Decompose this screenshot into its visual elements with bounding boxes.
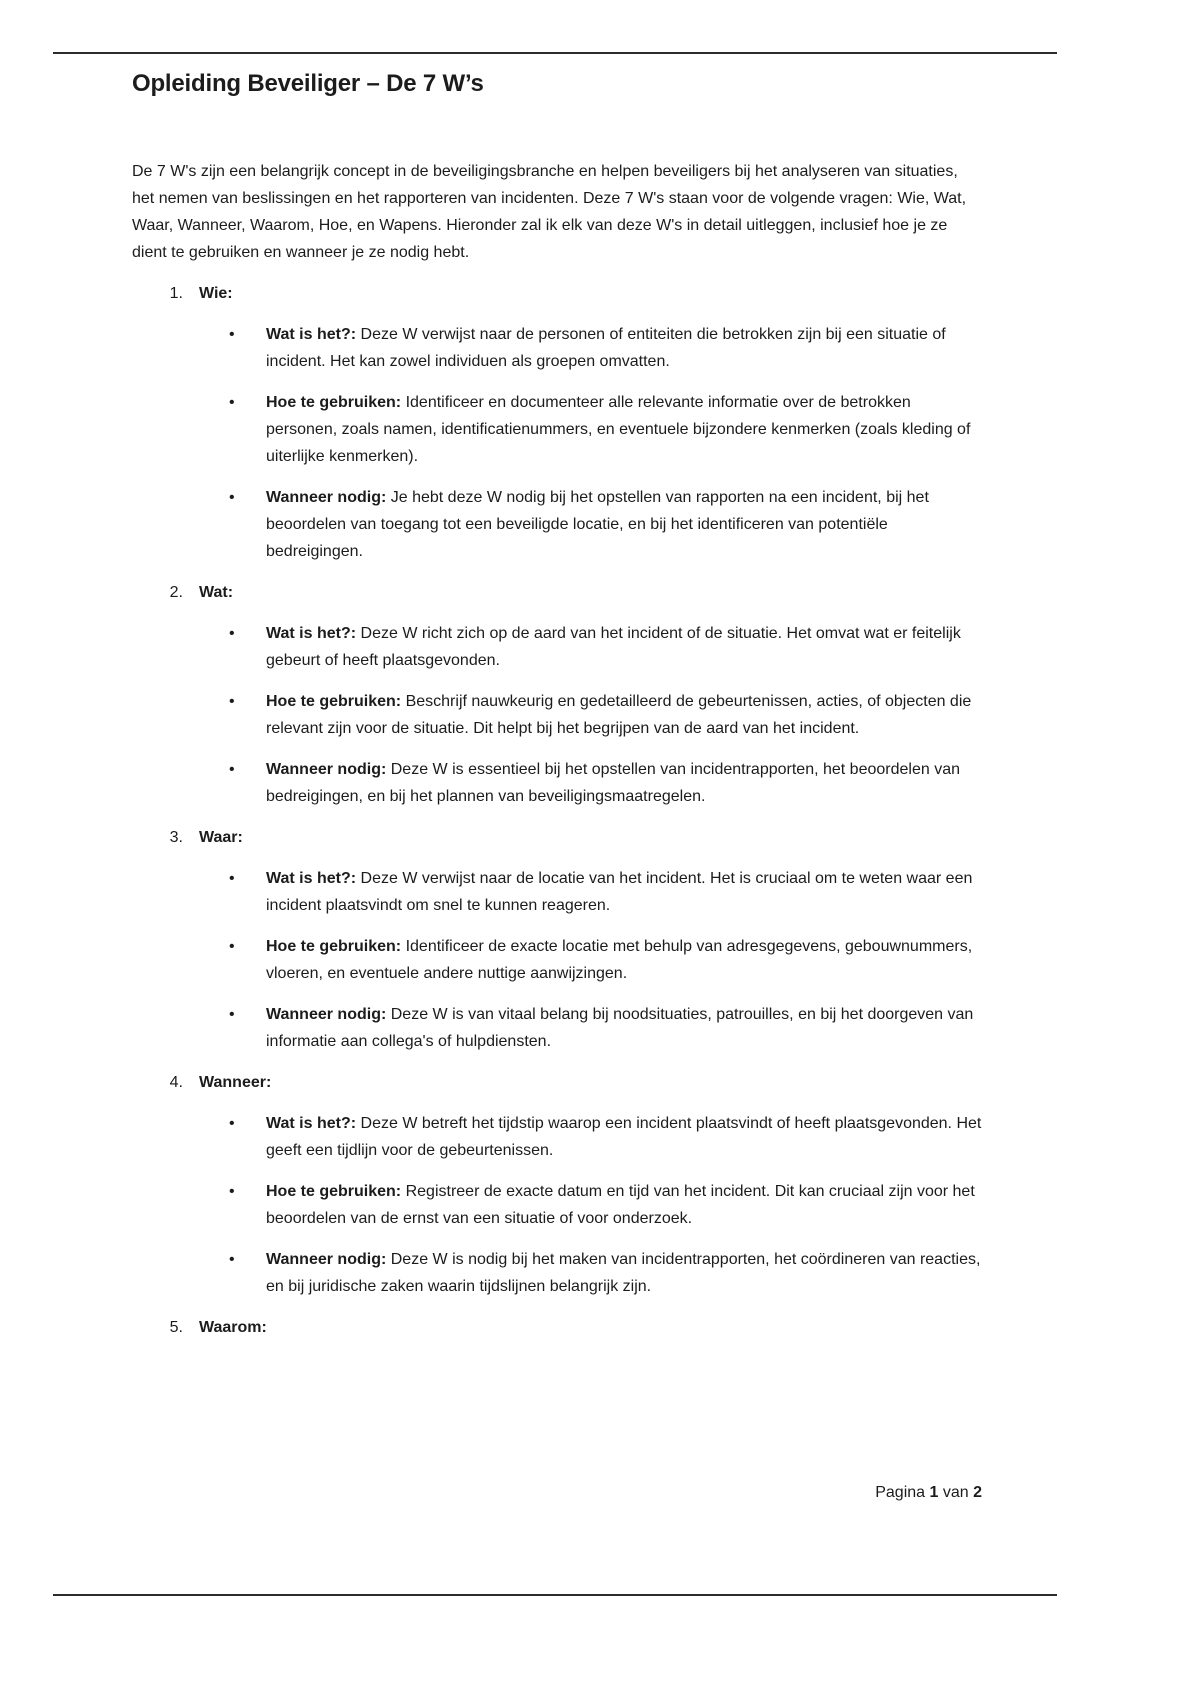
point-label: Wat is het?:: [266, 625, 357, 642]
point-label: Wanneer nodig:: [266, 489, 387, 506]
section-number: 1.: [169, 285, 183, 302]
footer-rule: [53, 1594, 1057, 1596]
point-label: Wanneer nodig:: [266, 1006, 387, 1023]
bullet-icon: •: [229, 1183, 235, 1200]
footer-middle: van: [938, 1484, 974, 1501]
list-item: [132, 1001, 982, 1055]
section-number: 5.: [169, 1319, 183, 1336]
bullet-icon: •: [229, 1115, 235, 1132]
footer-page-total: 2: [973, 1484, 982, 1501]
point-label: Wat is het?:: [266, 870, 357, 887]
bullet-icon: •: [229, 938, 235, 955]
point-text: Deze W is nodig bij het maken van incidentrapporten, het coördineren van reacties, en bij juridische zaken waarin tijdslijnen belangrijk zijn.: [266, 1251, 981, 1295]
bullet-icon: •: [229, 625, 235, 642]
section-item: [132, 1314, 982, 1341]
point-label: Hoe te gebruiken:: [266, 693, 402, 710]
footer-prefix: Pagina: [875, 1484, 930, 1501]
section-item: [132, 579, 982, 810]
point-text: Deze W verwijst naar de locatie van het incident. Het is cruciaal om te weten waar een incident plaatsvindt om snel te kunnen reageren.: [266, 870, 973, 914]
section-points: [132, 321, 982, 565]
section-heading: [132, 579, 982, 606]
point-label: Hoe te gebruiken:: [266, 394, 402, 411]
point-text: Registreer de exacte datum en tijd van het incident. Dit kan cruciaal zijn voor het beoordelen van de ernst van een situatie of voor onderzoek.: [266, 1183, 975, 1227]
section-number: 3.: [169, 829, 183, 846]
sections-list: [132, 280, 982, 1341]
list-item: [132, 933, 982, 987]
section-title: Wie:: [199, 285, 233, 302]
section-points: [132, 1110, 982, 1300]
section-heading: [132, 1314, 982, 1341]
point-text: Deze W is essentieel bij het opstellen van incidentrapporten, het beoordelen van bedreigingen, en bij het plannen van beveiligingsmaatregelen.: [266, 761, 960, 805]
list-item: [132, 688, 982, 742]
point-text: Beschrijf nauwkeurig en gedetailleerd de gebeurtenissen, acties, of objecten die relevant zijn voor de situatie. Dit helpt bij het begrijpen van de aard van het incident.: [266, 693, 972, 737]
section-item: [132, 280, 982, 565]
point-label: Wanneer nodig:: [266, 1251, 387, 1268]
header-rule: [53, 52, 1057, 54]
list-item: [132, 865, 982, 919]
list-item: [132, 756, 982, 810]
point-label: Wat is het?:: [266, 326, 357, 343]
point-label: Wat is het?:: [266, 1115, 357, 1132]
point-text: Je hebt deze W nodig bij het opstellen van rapporten na een incident, bij het beoordelen van toegang tot een beveiligde locatie, en bij het identificeren van potentiële bedreigingen.: [266, 489, 929, 560]
section-points: [132, 865, 982, 1055]
page-title: Opleiding Beveiliger – De 7 W’s: [132, 70, 484, 97]
point-label: Hoe te gebruiken:: [266, 938, 402, 955]
section-title: Waar:: [199, 829, 243, 846]
list-item: [132, 1110, 982, 1164]
section-heading: [132, 1069, 982, 1096]
list-item: [132, 1246, 982, 1300]
point-text: Deze W betreft het tijdstip waarop een incident plaatsvindt of heeft plaatsgevonden. Het geeft een tijdlijn voor de gebeurtenissen.: [266, 1115, 982, 1159]
page-body: [132, 66, 982, 1341]
intro-paragraph: De 7 W's zijn een belangrijk concept in de beveiligingsbranche en helpen beveiligers bij het analyseren van situaties, het nemen van beslissingen en het rapporteren van incidenten. Deze 7 W's staan voor de volgende vragen: Wie, Wat, Waar, Wanneer, Waarom, Hoe, en Wapens. Hieronder zal ik elk van deze W's in detail uitleggen, inclusief hoe je ze dient te gebruiken en wanneer je ze nodig hebt.: [132, 163, 967, 261]
bullet-icon: •: [229, 761, 235, 778]
section-number: 2.: [169, 584, 183, 601]
section-title: Wanneer:: [199, 1074, 272, 1091]
bullet-icon: •: [229, 693, 235, 710]
bullet-icon: •: [229, 489, 235, 506]
bullet-icon: •: [229, 1006, 235, 1023]
point-text: Deze W is van vitaal belang bij noodsituaties, patrouilles, en bij het doorgeven van informatie aan collega's of hulpdiensten.: [266, 1006, 974, 1050]
section-heading: [132, 280, 982, 307]
bullet-icon: •: [229, 394, 235, 411]
footer-page-number: 1: [929, 1484, 939, 1501]
bullet-icon: •: [229, 870, 235, 887]
list-item: [132, 321, 982, 375]
point-text: Deze W verwijst naar de personen of entiteiten die betrokken zijn bij een situatie of incident. Het kan zowel individuen als groepen omvatten.: [266, 326, 946, 370]
point-text: Identificeer en documenteer alle relevante informatie over de betrokken personen, zoals namen, identificatienummers, en eventuele bijzondere kenmerken (zoals kleding of uiterlijke kenmerken).: [266, 394, 971, 465]
section-item: [132, 824, 982, 1055]
point-label: Hoe te gebruiken:: [266, 1183, 402, 1200]
point-text: Deze W richt zich op de aard van het incident of de situatie. Het omvat wat er feitelijk gebeurt of heeft plaatsgevonden.: [266, 625, 961, 669]
section-title: Wat:: [199, 584, 234, 601]
section-item: [132, 1069, 982, 1300]
section-number: 4.: [169, 1074, 183, 1091]
bullet-icon: •: [229, 326, 235, 343]
list-item: [132, 484, 982, 565]
page-footer: [875, 1483, 982, 1503]
point-label: Wanneer nodig:: [266, 761, 387, 778]
section-points: [132, 620, 982, 810]
list-item: [132, 1178, 982, 1232]
list-item: [132, 620, 982, 674]
point-text: Identificeer de exacte locatie met behulp van adresgegevens, gebouwnummers, vloeren, en eventuele andere nuttige aanwijzingen.: [266, 938, 973, 982]
list-item: [132, 389, 982, 470]
bullet-icon: •: [229, 1251, 235, 1268]
section-heading: [132, 824, 982, 851]
section-title: Waarom:: [199, 1319, 267, 1336]
